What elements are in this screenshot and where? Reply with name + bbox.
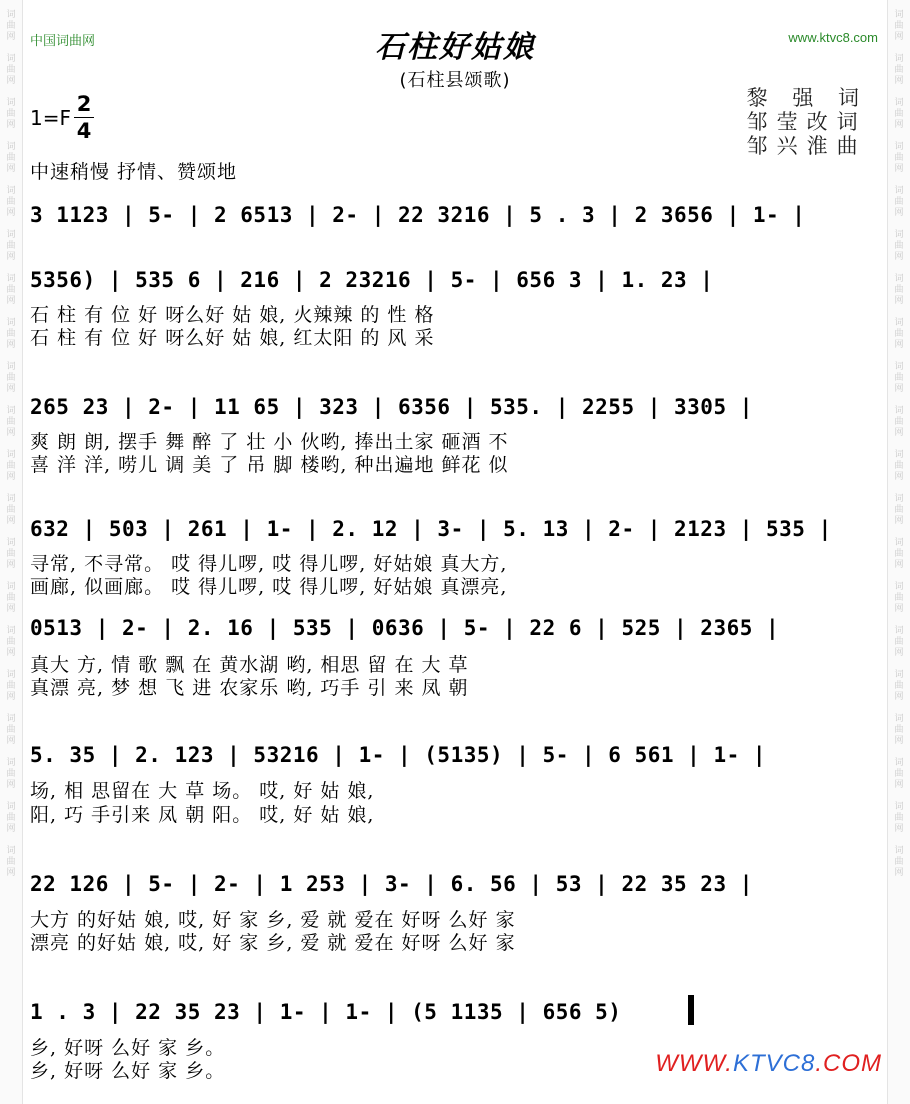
lyric-row-2-verse-2: 石 柱 有 位 好 呀么好 姑 娘, 红太阳 的 风 采 <box>30 327 435 349</box>
key-signature: 1=F <box>30 106 71 130</box>
credit-reviser: 邹莹改词 <box>746 110 867 134</box>
lyric-row-5-verse-2: 真漂 亮, 梦 想 飞 进 农家乐 哟, 巧手 引 来 凤 朝 <box>30 677 469 699</box>
song-subtitle: (石柱县颂歌) <box>399 70 511 91</box>
lyric-row-7-verse-1: 大方 的好姑 娘, 哎, 好 家 乡, 爱 就 爱在 好呀 么好 家 <box>30 909 516 931</box>
watermark-right: 词 曲 网 词 曲 网 词 曲 网 词 曲 网 词 曲 网 词 曲 网 词 曲 网 词 曲 网 词 曲 网 词 曲 网 词 曲 网 词 曲 网 词 曲 网 词 曲 网 词 曲 网 词 曲 网 词 曲 网 词 曲 网 词 曲 网 词 曲 网 <box>894 10 904 878</box>
site-name-left: 中国词曲网 <box>30 34 96 49</box>
notation-row-7: 22 126 | 5- | 2- | 1 253 | 3- | 6. 56 | 53 | 22 35 23 | <box>30 872 753 896</box>
notation-row-1: 3 1123 | 5- | 2 6513 | 2- | 22 3216 | 5 . 3 | 2 3656 | 1- | <box>30 203 806 227</box>
tempo-marking: 中速稍慢 抒情、赞颂地 <box>30 161 238 183</box>
lyric-row-5-verse-1: 真大 方, 情 歌 飘 在 黄水湖 哟, 相思 留 在 大 草 <box>30 654 469 676</box>
notation-row-4: 632 | 503 | 261 | 1- | 2. 12 | 3- | 5. 13 | 2- | 2123 | 535 | <box>30 517 832 541</box>
credits <box>747 86 868 158</box>
lyric-row-7-verse-2: 漂亮 的好姑 娘, 哎, 好 家 乡, 爱 就 爱在 好呀 么好 家 <box>30 932 516 954</box>
lyric-row-3-verse-2: 喜 洋 洋, 唠儿 调 美 了 吊 脚 楼哟, 种出遍地 鲜花 似 <box>30 454 509 476</box>
time-sig-bottom: 4 <box>76 119 92 143</box>
lyric-row-6-verse-2: 阳, 巧 手引来 凤 朝 阳。 哎, 好 姑 娘, <box>30 804 375 826</box>
lyric-row-2-verse-1: 石 柱 有 位 好 呀么好 姑 娘, 火辣辣 的 性 格 <box>30 304 435 326</box>
notation-row-3: 265 23 | 2- | 11 65 | 323 | 6356 | 535. | 2255 | 3305 | <box>30 395 753 419</box>
time-signature <box>74 92 94 143</box>
site-url-right: www.ktvc8.com <box>788 30 878 45</box>
time-sig-top: 2 <box>76 92 92 116</box>
credit-composer: 邹兴淮曲 <box>746 134 867 158</box>
lyric-row-8-verse-2: 乡, 好呀 么好 家 乡。 <box>30 1060 226 1082</box>
song-title: 石柱好姑娘 <box>375 30 535 65</box>
watermark-left: 词 曲 网 词 曲 网 词 曲 网 词 曲 网 词 曲 网 词 曲 网 词 曲 网 词 曲 网 词 曲 网 词 曲 网 词 曲 网 词 曲 网 词 曲 网 词 曲 网 词 曲 网 词 曲 网 词 曲 网 词 曲 网 词 曲 网 词 曲 网 <box>6 10 16 878</box>
footer-logo-brand: KTVC8 <box>732 1050 816 1077</box>
lyric-row-6-verse-1: 场, 相 思留在 大 草 场。 哎, 好 姑 娘, <box>30 780 375 802</box>
notation-row-2: 5356) | 535 6 | 216 | 2 23216 | 5- | 656 3 | 1. 23 | <box>30 268 714 292</box>
notation-row-5: 0513 | 2- | 2. 16 | 535 | 0636 | 5- | 22 6 | 525 | 2365 | <box>30 616 780 640</box>
footer-logo-com: .COM <box>815 1050 882 1077</box>
footer-site-logo <box>655 1050 882 1078</box>
notation-row-6: 5. 35 | 2. 123 | 53216 | 1- | (5135) | 5- | 6 561 | 1- | <box>30 743 767 767</box>
lyric-row-8-verse-1: 乡, 好呀 么好 家 乡。 <box>30 1037 226 1059</box>
lyric-row-4-verse-1: 寻常, 不寻常。 哎 得儿啰, 哎 得儿啰, 好姑娘 真大方, <box>30 553 508 575</box>
final-barline <box>688 995 694 1025</box>
notation-row-8: 1 . 3 | 22 35 23 | 1- | 1- | (5 1135 | 656 5) <box>30 1000 622 1024</box>
lyric-row-3-verse-1: 爽 朗 朗, 摆手 舞 醉 了 壮 小 伙哟, 捧出土家 砸酒 不 <box>30 431 509 453</box>
credit-lyricist: 黎 强 词 <box>746 86 868 110</box>
lyric-row-4-verse-2: 画廊, 似画廊。 哎 得儿啰, 哎 得儿啰, 好姑娘 真漂亮, <box>30 576 508 598</box>
footer-logo-www: WWW. <box>655 1050 733 1077</box>
